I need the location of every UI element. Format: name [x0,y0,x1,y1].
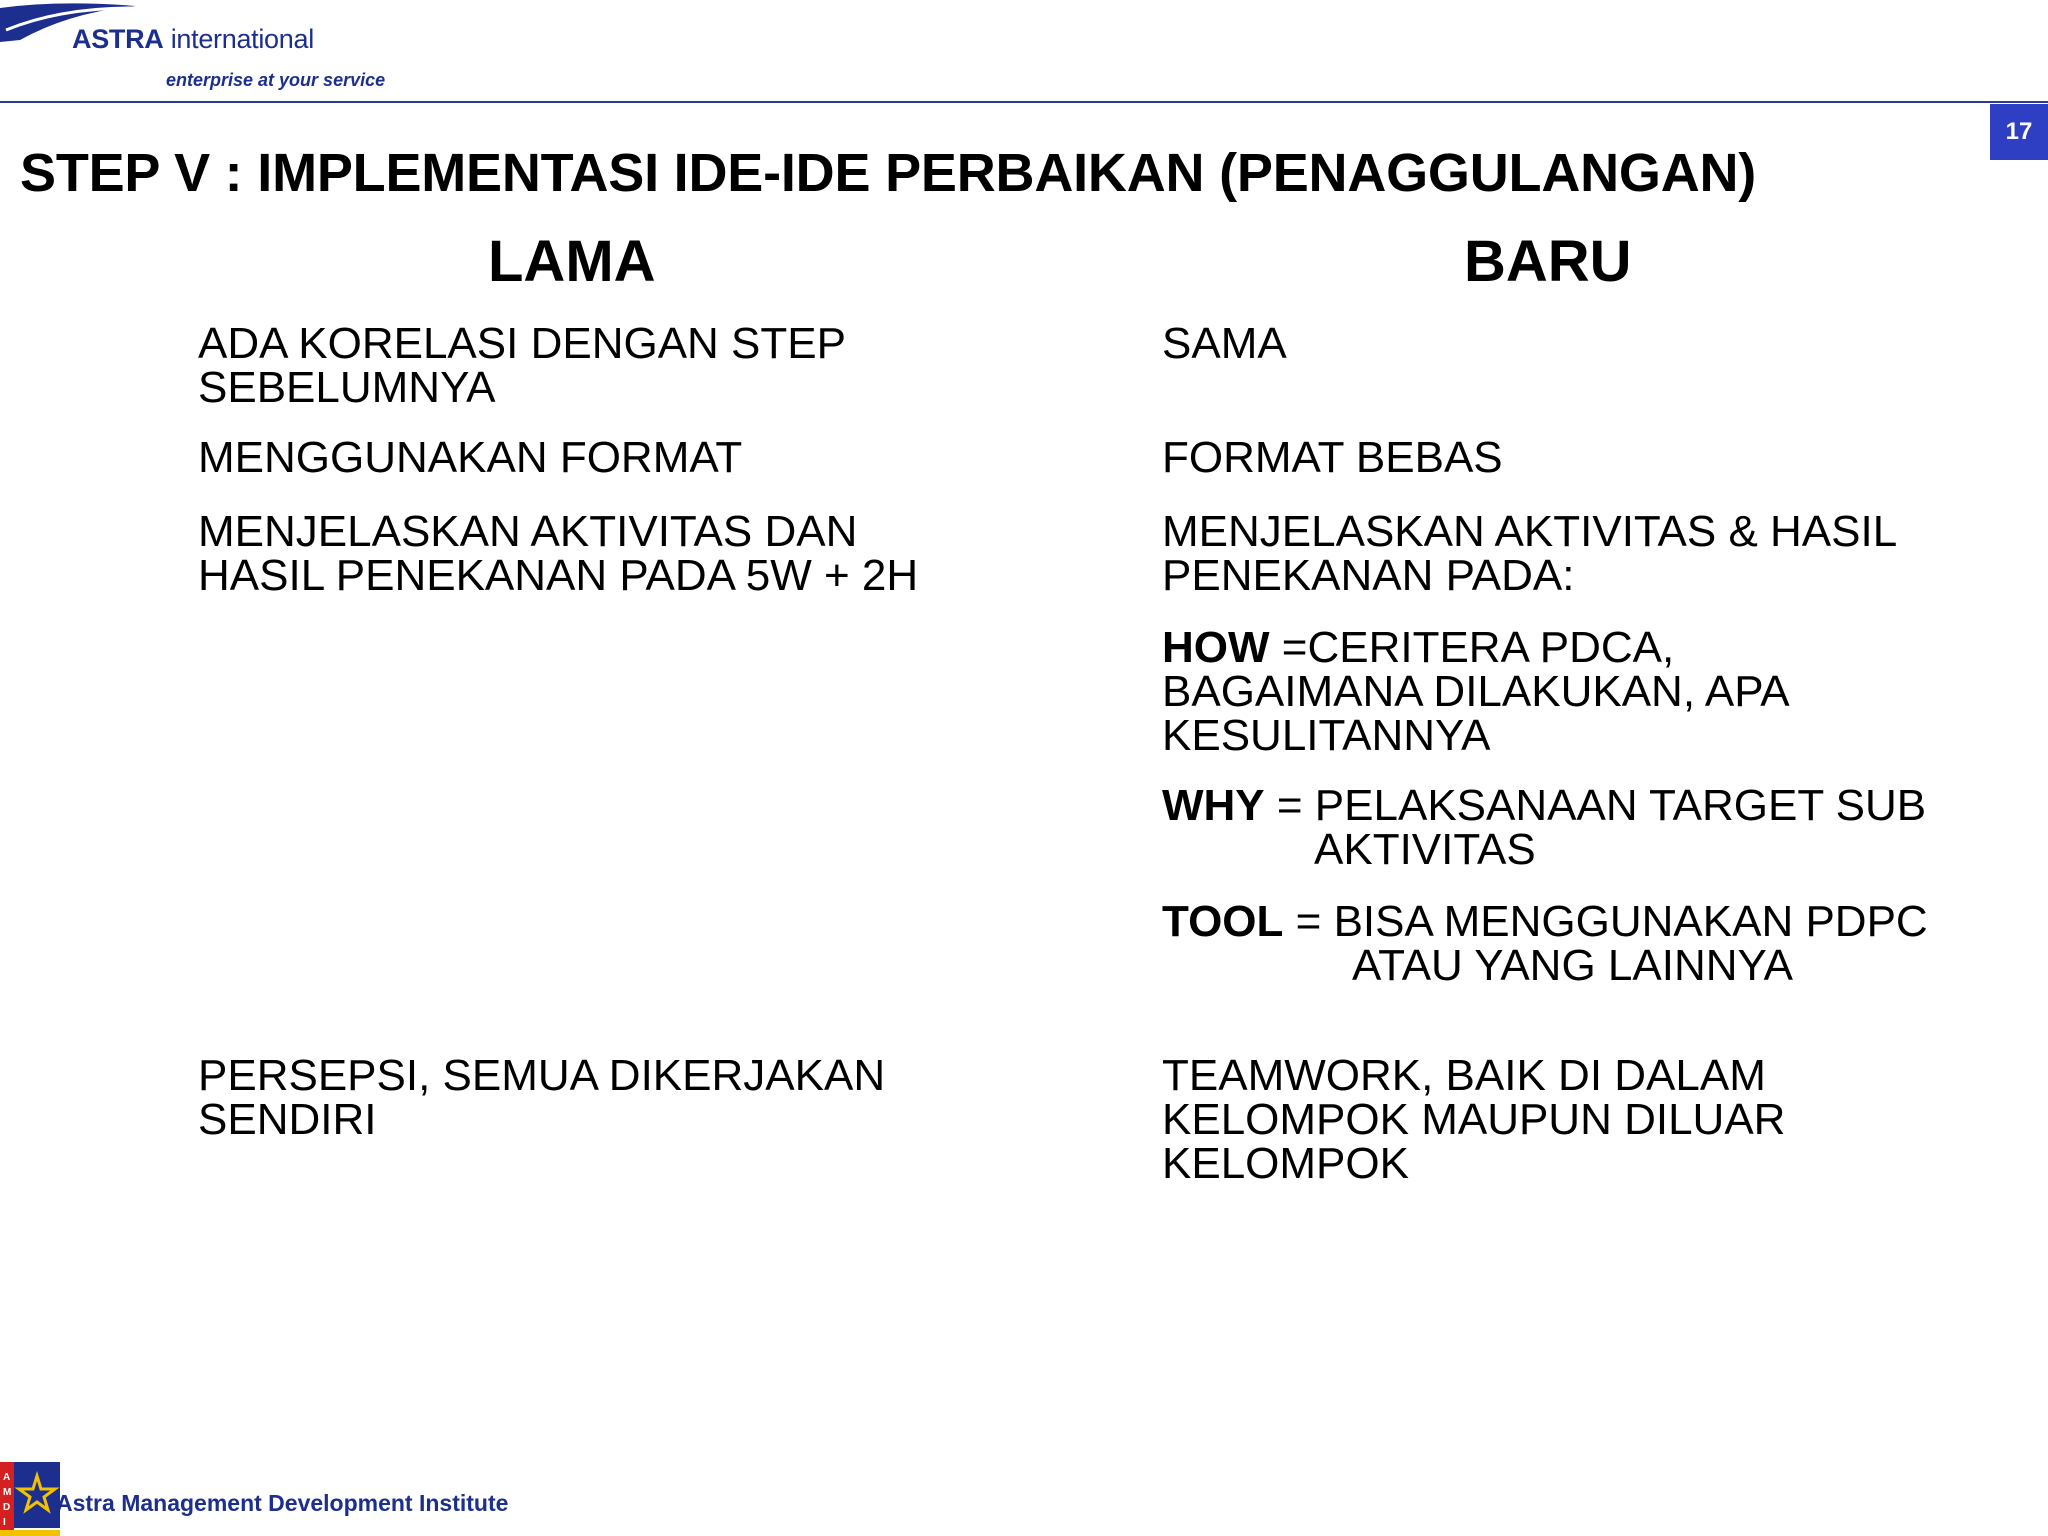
column-heading-baru: BARU [1464,229,1632,294]
brand-name-bold: ASTRA [72,24,164,54]
brand-name [72,24,314,55]
how-text: =CERITERA PDCA, [1269,623,1675,672]
baru-how-line [1162,623,1790,672]
logo-letter-i: I [3,1517,6,1528]
baru-item-line: PENEKANAN PADA: [1162,551,1575,600]
lama-item-persepsi [198,1051,886,1144]
lama-item-line: PERSEPSI, SEMUA DIKERJAKAN [198,1051,886,1100]
header-divider [0,101,2048,103]
lama-item-line: SENDIRI [198,1095,377,1144]
baru-item-sama: SAMA [1162,319,1287,368]
baru-item-line: KELOMPOK [1162,1139,1409,1188]
lama-item-line: SEBELUMNYA [198,363,496,412]
tool-text: = BISA MENGGUNAKAN PDPC [1283,897,1928,946]
lama-item-line: ADA KORELASI DENGAN STEP [198,319,846,368]
baru-item-format-bebas: FORMAT BEBAS [1162,433,1503,482]
why-text: = PELAKSANAAN TARGET SUB [1264,781,1927,830]
lama-item-korelasi [198,319,846,412]
logo-letter-m: M [3,1487,12,1498]
baru-item-line: BAGAIMANA DILAKUKAN, APA [1162,667,1790,716]
baru-item-line: ATAU YANG LAINNYA [1352,941,1793,990]
page-number-badge: 17 [1990,104,2048,160]
column-heading-lama: LAMA [488,229,656,294]
slide-title: STEP V : IMPLEMENTASI IDE-IDE PERBAIKAN (PENAGGULANGAN) [20,143,1757,203]
baru-item-line: TEAMWORK, BAIK DI DALAM [1162,1051,1766,1100]
lama-item-line: HASIL PENEKANAN PADA 5W + 2H [198,551,919,600]
baru-item-tool [1162,897,1928,990]
baru-item-line: KESULITANNYA [1162,711,1491,760]
baru-item-line: AKTIVITAS [1314,825,1536,874]
baru-tool-line [1162,897,1928,946]
slide-header [0,0,2048,104]
baru-why-line [1162,781,1927,830]
footer-institute-name: Astra Management Development Institute [56,1490,509,1516]
brand-tagline: enterprise at your service [166,70,386,90]
logo-letter-d: D [3,1502,11,1513]
baru-item-why [1162,781,1927,874]
baru-item-line: MENJELASKAN AKTIVITAS & HASIL [1162,507,1898,556]
logo-letter-a: A [3,1472,11,1483]
lama-item-line: MENJELASKAN AKTIVITAS DAN [198,507,858,556]
brand-name-regular: international [170,24,314,54]
tool-keyword: TOOL [1162,897,1284,946]
baru-item-line: KELOMPOK MAUPUN DILUAR [1162,1095,1786,1144]
lama-item-format: MENGGUNAKAN FORMAT [198,433,743,482]
lama-item-aktivitas [198,507,919,600]
amdi-logo-icon [0,1462,60,1536]
why-keyword: WHY [1162,781,1265,830]
baru-item-aktivitas [1162,507,1898,600]
baru-item-teamwork [1162,1051,1786,1188]
how-keyword: HOW [1162,623,1270,672]
baru-item-how [1162,623,1790,760]
